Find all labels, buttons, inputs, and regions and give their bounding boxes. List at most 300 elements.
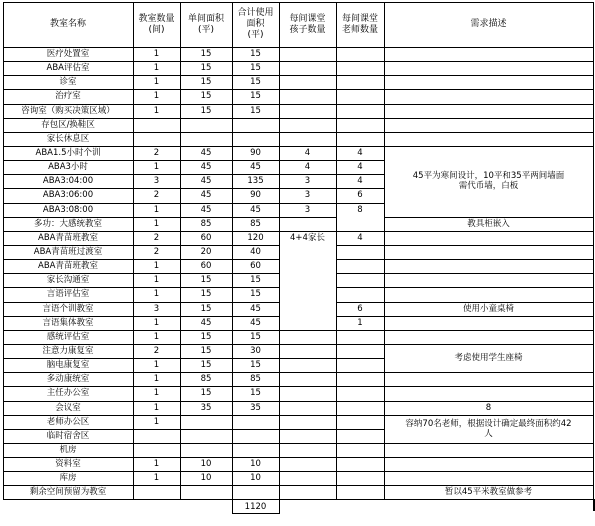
grid-line [384, 259, 594, 260]
grid-line [279, 471, 337, 472]
cell-total-area: 10 [250, 473, 261, 484]
grid-line [336, 89, 385, 90]
cell-requirement [384, 273, 593, 287]
cell-total-area: 85 [250, 218, 261, 229]
cell-room-count [133, 132, 180, 146]
grid-line [3, 457, 280, 458]
cell-children-per-class [279, 89, 336, 103]
grid-line [336, 344, 385, 345]
grid-line [384, 457, 594, 458]
cell-teachers-per-class [336, 386, 384, 400]
grid-line [384, 146, 594, 147]
cell-room-name: ABA青苗班教室 [38, 232, 98, 243]
cell-teachers-per-class: 4 [357, 176, 363, 187]
cell-room-count: 2 [153, 190, 160, 201]
cell-room-name: 机房 [59, 444, 77, 455]
cell-children-per-class [279, 104, 336, 118]
grid-line [336, 273, 385, 274]
note-seating: 考虑使用学生座椅 [454, 353, 523, 364]
cell-total-area [232, 443, 279, 457]
grid-line [336, 429, 385, 430]
cell-unit-area: 15 [200, 77, 212, 88]
cell-room-count: 1 [153, 105, 160, 116]
grid-line [3, 203, 280, 204]
cell-unit-area [180, 118, 232, 132]
cell-room-count: 1 [153, 91, 160, 102]
grid-line [384, 89, 594, 90]
grid-line [336, 372, 385, 373]
grid-line [3, 132, 280, 133]
note-office: 容纳70名老师，根据设计确定最终面积约42人 [405, 418, 572, 439]
grid-line [384, 316, 594, 317]
requirements-table [3, 2, 593, 523]
grid-line [384, 302, 594, 303]
cell-room-name: 会议室 [55, 402, 81, 413]
grid-line [384, 443, 594, 444]
grid-line [279, 415, 337, 416]
grid-line [279, 188, 337, 189]
grid-line [336, 245, 385, 246]
cell-unit-area: 15 [200, 331, 212, 342]
grid-line [279, 443, 337, 444]
grid-line [279, 358, 337, 359]
cell-teachers-per-class [336, 287, 384, 301]
cell-room-name: 主任办公室 [46, 388, 90, 399]
grid-line [279, 330, 337, 331]
grid-line [279, 89, 337, 90]
cell-teachers-per-class [336, 245, 384, 259]
cell-room-count: 1 [153, 289, 160, 300]
grid-line [336, 132, 385, 133]
grid-line [3, 118, 280, 119]
grid-line [3, 47, 594, 48]
header-room-name: 教室名称 [49, 19, 86, 29]
cell-unit-area: 15 [200, 388, 212, 399]
cell-requirement [384, 259, 593, 273]
header-requirement: 需求描述 [470, 19, 507, 29]
cell-children-per-class [279, 287, 336, 301]
grid-line [3, 443, 280, 444]
cell-room-name: 临时宿舍区 [46, 430, 90, 441]
grid-line [336, 75, 385, 76]
cell-room-count: 2 [153, 247, 160, 258]
cell-unit-area: 15 [200, 303, 212, 314]
cell-room-name: 多动康统室 [46, 374, 90, 385]
grid-line [3, 2, 4, 499]
cell-teachers-per-class: 4 [357, 162, 363, 173]
grid-line [279, 174, 337, 175]
cell-total-area: 35 [250, 402, 261, 413]
grid-line [384, 231, 594, 232]
cell-children-per-class [279, 358, 336, 372]
cell-requirement [384, 75, 593, 89]
grid-line [3, 471, 280, 472]
grid-line [3, 429, 280, 430]
cell-children-per-class [279, 429, 336, 443]
cell-room-name: ABA1.5小时个训 [35, 148, 101, 159]
grid-line [279, 401, 337, 402]
cell-room-name: 多功：大感统教室 [33, 218, 102, 229]
cell-teachers-per-class [336, 75, 384, 89]
grid-line [3, 302, 280, 303]
grid-line [336, 302, 385, 303]
grid-line [279, 386, 337, 387]
grid-line [3, 401, 280, 402]
grid-line [3, 2, 594, 3]
cell-room-count: 1 [153, 473, 160, 484]
cell-teachers-per-class [336, 330, 384, 344]
cell-room-name: 言语集体教室 [42, 317, 94, 328]
cell-room-name: ABA3:06:00 [42, 190, 94, 201]
grid-line [3, 160, 280, 161]
cell-room-count: 3 [153, 303, 160, 314]
grid-line [279, 344, 337, 345]
cell-room-count: 1 [153, 204, 160, 215]
cell-requirement: 教具柜嵌入 [467, 218, 510, 229]
cell-total-area: 15 [250, 49, 261, 60]
grid-line [279, 160, 337, 161]
cell-unit-area: 60 [200, 261, 212, 272]
cell-teachers-per-class [336, 89, 384, 103]
cell-children-per-class [279, 485, 336, 499]
cell-total-area: 45 [250, 317, 261, 328]
cell-children-per-class [279, 61, 336, 75]
cell-requirement [384, 287, 593, 301]
cell-total-area: 40 [250, 247, 261, 258]
grid-line [3, 372, 280, 373]
cell-unit-area: 45 [200, 317, 212, 328]
grid-line [336, 203, 385, 204]
cell-room-count: 1 [153, 77, 160, 88]
grid-line [336, 471, 385, 472]
grid-line [384, 217, 594, 218]
cell-room-name: 言语个训教室 [42, 303, 94, 314]
grid-line [3, 217, 280, 218]
note-aba-group: 45平为寒间设计，10平和35平两间墙面需代币墙，白板 [412, 171, 565, 192]
cell-room-count: 1 [153, 459, 160, 470]
cell-children-per-class [279, 330, 336, 344]
cell-unit-area: 45 [200, 204, 212, 215]
grid-line [3, 104, 280, 105]
grid-line [3, 358, 280, 359]
cell-total-area: 15 [250, 77, 261, 88]
cell-children-per-class [279, 47, 336, 61]
cell-room-name: 老师办公区 [46, 416, 90, 427]
cell-room-name: 家长沟通室 [46, 275, 90, 286]
cell-room-count: 3 [153, 176, 160, 187]
cell-unit-area [180, 132, 232, 146]
grid-line [279, 429, 337, 430]
cell-room-count: 1 [153, 360, 160, 371]
cell-total-area: 135 [247, 176, 264, 187]
cell-children-per-class [279, 259, 336, 273]
cell-teachers-per-class: 1 [357, 317, 363, 328]
header-total-area: 合计使用 面积 (平) [237, 8, 274, 40]
cell-total-area [232, 485, 279, 499]
grid-line [384, 132, 594, 133]
cell-requirement: 8 [485, 402, 492, 413]
cell-unit-area: 15 [200, 346, 212, 356]
cell-total-area: 45 [250, 162, 261, 173]
cell-unit-area: 15 [200, 63, 212, 74]
grid-line [384, 471, 594, 472]
total-area-sum: 1120 [244, 501, 267, 512]
grid-line [384, 245, 594, 246]
grid-line [593, 2, 594, 499]
cell-unit-area: 85 [200, 218, 212, 229]
cell-unit-area [180, 429, 232, 443]
cell-total-area [232, 429, 279, 443]
cell-room-name: ABA3小时 [48, 162, 88, 173]
grid-line [336, 160, 385, 161]
cell-total-area [232, 132, 279, 146]
cell-children-per-class: 3 [304, 176, 311, 187]
cell-children-per-class [279, 217, 336, 231]
cell-room-name: 家长休息区 [46, 133, 90, 144]
grid-line [384, 372, 594, 373]
cell-children-per-class [279, 245, 336, 259]
grid-line [336, 415, 385, 416]
cell-teachers-per-class [336, 259, 384, 273]
grid-line [3, 344, 280, 345]
cell-teachers-per-class [336, 47, 384, 61]
grid-line [336, 104, 385, 105]
grid-line [3, 499, 594, 500]
cell-children-per-class [279, 118, 336, 132]
cell-total-area: 15 [250, 105, 261, 116]
grid-line [3, 330, 280, 331]
grid-line [384, 415, 594, 416]
grid-line [336, 61, 385, 62]
cell-room-name: 资料室 [55, 459, 81, 470]
cell-requirement [384, 443, 593, 457]
grid-line [384, 344, 594, 345]
grid-line [279, 2, 280, 514]
cell-room-name: ABA青苗班教室 [38, 261, 98, 272]
cell-requirement [384, 61, 593, 75]
cell-unit-area [180, 415, 232, 429]
cell-room-name: ABA评估室 [46, 63, 90, 74]
cell-room-count [133, 485, 180, 499]
grid-line [279, 372, 337, 373]
cell-children-per-class [279, 372, 336, 386]
cell-requirement [384, 104, 593, 118]
cell-room-name: 库房 [59, 473, 77, 484]
cell-requirement [384, 457, 593, 471]
cell-unit-area: 20 [200, 247, 212, 258]
grid-line [3, 188, 280, 189]
cell-children-per-class: 3 [304, 190, 311, 201]
grid-line [180, 2, 181, 499]
grid-line [133, 2, 134, 499]
cell-teachers-per-class [336, 471, 384, 485]
header-children-per-class: 每间课堂 孩子数量 [289, 13, 326, 35]
cell-room-count: 1 [153, 275, 160, 286]
cell-teachers-per-class [336, 344, 384, 358]
cell-total-area: 90 [250, 148, 261, 159]
cell-room-count: 1 [153, 416, 160, 427]
cell-children-per-class [279, 443, 336, 457]
cell-total-area: 45 [250, 204, 261, 215]
grid-line [336, 443, 385, 444]
cell-children-per-class [279, 273, 336, 287]
cell-room-name: 存包区/换鞋区 [41, 119, 95, 130]
cell-teachers-per-class [336, 358, 384, 372]
grid-line [3, 485, 280, 486]
cell-room-name: ABA3:04:00 [42, 176, 94, 187]
grid-line [384, 273, 594, 274]
grid-line [384, 75, 594, 76]
header-teachers-per-class: 每间课堂 老师数量 [341, 13, 378, 35]
grid-line [336, 188, 385, 189]
cell-teachers-per-class [336, 61, 384, 75]
cell-room-count: 2 [153, 346, 160, 356]
cell-requirement [384, 132, 593, 146]
cell-unit-area: 15 [200, 360, 212, 371]
cell-room-count: 1 [153, 63, 160, 74]
grid-line [3, 287, 280, 288]
grid-line [384, 485, 594, 486]
cell-requirement [384, 231, 593, 245]
grid-line [3, 316, 280, 317]
cell-requirement [384, 330, 593, 344]
grid-line [336, 2, 337, 499]
cell-teachers-per-class [336, 104, 384, 118]
cell-room-name: 咨询室（购买决策区域） [21, 105, 115, 116]
cell-teachers-per-class: 4 [357, 232, 363, 243]
cell-total-area: 15 [250, 275, 261, 286]
cell-total-area: 10 [250, 459, 261, 470]
cell-room-count: 1 [153, 374, 160, 385]
grid-line [279, 231, 337, 232]
cell-teachers-per-class [336, 485, 384, 499]
cell-requirement [384, 471, 593, 485]
cell-room-count: 1 [153, 331, 160, 342]
cell-requirement [384, 372, 593, 386]
cell-children-per-class [279, 316, 336, 330]
cell-teachers-per-class [336, 415, 384, 429]
cell-total-area [232, 415, 279, 429]
grid-line [279, 457, 337, 458]
cell-total-area: 60 [250, 261, 261, 272]
grid-line [232, 2, 233, 514]
cell-room-count [133, 429, 180, 443]
cell-total-area: 85 [250, 374, 261, 385]
cell-unit-area: 35 [200, 402, 212, 413]
grid-line [3, 89, 280, 90]
grid-line [336, 231, 385, 232]
cell-requirement: 使用小童桌椅 [462, 303, 514, 314]
grid-line [384, 401, 594, 402]
grid-line [336, 358, 385, 359]
cell-children-per-class [279, 401, 336, 415]
cell-unit-area: 15 [200, 105, 212, 116]
grid-line [3, 415, 280, 416]
header-room-count: 教室数量 (间) [138, 13, 175, 35]
cell-unit-area [180, 485, 232, 499]
grid-line [336, 386, 385, 387]
grid-line [3, 75, 280, 76]
grid-line [279, 61, 337, 62]
cell-unit-area: 45 [200, 162, 212, 173]
cell-teachers-per-class [336, 401, 384, 415]
grid-line [384, 287, 594, 288]
grid-line [384, 386, 594, 387]
cell-unit-area: 45 [200, 176, 212, 187]
grid-line [336, 316, 385, 317]
grid-line [336, 330, 385, 331]
cell-unit-area [180, 443, 232, 457]
grid-line [3, 61, 280, 62]
cell-children-per-class: 4+4家长 [290, 232, 325, 243]
grid-line [384, 61, 594, 62]
cell-total-area: 15 [250, 388, 261, 399]
cell-teachers-per-class [336, 118, 384, 132]
grid-line [279, 118, 337, 119]
grid-line [336, 146, 385, 147]
cell-room-count: 1 [153, 49, 160, 60]
cell-children-per-class: 4 [304, 148, 311, 159]
cell-total-area [232, 118, 279, 132]
cell-teachers-per-class: 8 [357, 204, 363, 215]
cell-total-area: 15 [250, 331, 261, 342]
cell-teachers-per-class [336, 217, 384, 231]
cell-total-area: 30 [250, 346, 261, 356]
cell-room-count: 1 [153, 218, 160, 229]
cell-unit-area: 10 [200, 459, 212, 470]
cell-room-count: 1 [153, 162, 160, 173]
cell-room-name: 脑电康复室 [46, 360, 90, 371]
cell-total-area: 15 [250, 63, 261, 74]
cell-children-per-class [279, 302, 336, 316]
cell-room-count [133, 118, 180, 132]
grid-line [279, 485, 337, 486]
grid-line [279, 146, 337, 147]
cell-teachers-per-class: 6 [357, 190, 363, 201]
cell-children-per-class [279, 415, 336, 429]
cell-total-area: 120 [247, 232, 264, 243]
cell-total-area: 90 [250, 190, 261, 201]
cell-teachers-per-class [336, 273, 384, 287]
grid-line [336, 259, 385, 260]
grid-line [336, 287, 385, 288]
cell-unit-area: 15 [200, 275, 212, 286]
cell-teachers-per-class [336, 457, 384, 471]
cell-room-count: 1 [153, 317, 160, 328]
cell-children-per-class: 3 [304, 204, 311, 215]
grid-line [336, 485, 385, 486]
grid-line [279, 217, 337, 218]
grid-line [3, 146, 280, 147]
cell-teachers-per-class: 4 [357, 148, 363, 159]
cell-room-name: ABA青苗班过渡室 [33, 247, 103, 258]
cell-room-name: 治疗室 [55, 91, 81, 102]
cell-total-area: 15 [250, 289, 261, 300]
cell-unit-area: 60 [200, 232, 212, 243]
grid-line [279, 203, 337, 204]
grid-line [3, 259, 280, 260]
grid-line [384, 2, 385, 499]
cell-requirement [384, 386, 593, 400]
cell-teachers-per-class [336, 132, 384, 146]
cell-unit-area: 15 [200, 91, 212, 102]
cell-requirement [384, 245, 593, 259]
cell-children-per-class [279, 344, 336, 358]
cell-children-per-class [279, 132, 336, 146]
grid-line [336, 174, 385, 175]
cell-room-count: 2 [153, 232, 160, 243]
cell-requirement [384, 89, 593, 103]
